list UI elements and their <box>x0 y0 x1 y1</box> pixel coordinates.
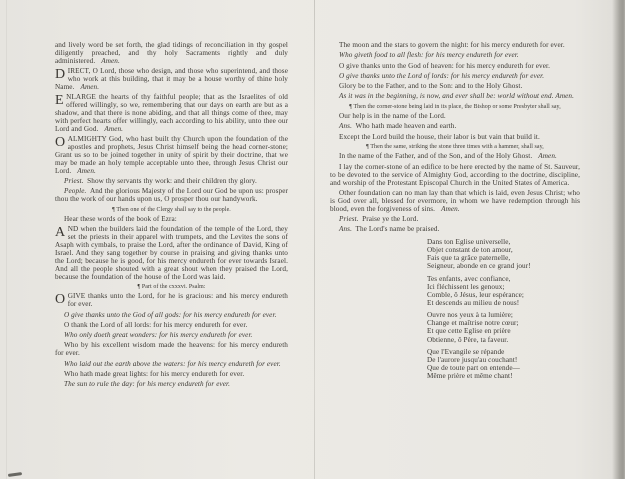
hymn-line: Objet constant de ton amour, <box>427 246 513 255</box>
psalm-text: GIVE thanks unto the Lord, for he is gracious: and his mercy endureth for ever. <box>67 292 288 309</box>
speaker-label: Priest. <box>64 177 84 186</box>
hymn-line: Ici fléchissent les genoux; <box>427 282 505 291</box>
page-right-edge-shadow <box>612 0 625 479</box>
hymn-line: De l'aurore jusqu'au couchant! <box>427 355 518 364</box>
versicle-answer <box>330 123 580 131</box>
psalm-verse: Who laid out the earth above the waters: for his mercy endureth for ever. <box>64 359 281 368</box>
psalm-verse: O thank the Lord of all lords: for his mercy endureth for ever. <box>64 320 248 329</box>
left-page <box>55 42 288 392</box>
hymn-line: Tes enfants, avec confiance, <box>427 274 511 283</box>
rubric-hammer: ¶ Then the same, striking the stone three times with a hammer, shall say, <box>366 144 544 151</box>
hymn-line: Et que cette Eglise en prière <box>427 327 511 336</box>
paragraph-laying-declaration: I lay the corner-stone of an edifice to be here erected by the name of St. Sauveur, to be devoted to the service of Almighty God, according to the doctrine, discipline, and worship of the Protestant Episcopal Church in the United States of America. <box>330 162 580 187</box>
hymn-line: Seigneur, abonde en ce grand jour! <box>427 262 531 271</box>
psalm-verse: Who giveth food to all flesh: for his mercy endureth for ever. <box>339 51 519 60</box>
versicle-praised <box>330 226 580 234</box>
paragraph-text: In the name of the Father, and of the Son, and of the Holy Ghost. <box>339 152 533 161</box>
speaker-label: Ans. <box>339 122 352 131</box>
hymn-stanza <box>427 348 580 380</box>
hymn-line: Dans ton Eglise universelle, <box>427 238 511 247</box>
psalm-verse: Glory be to the Father, and to the Son: and to the Holy Ghost. <box>339 82 523 91</box>
hymn-line: Que l'Evangile se répande <box>427 347 505 356</box>
speaker-label: Priest. <box>339 214 359 223</box>
psalm-verse: O give thanks unto the God of all gods: for his mercy endureth for ever. <box>64 310 277 319</box>
hymn-line: Ouvre nos yeux à ta lumière; <box>427 311 514 320</box>
rubric-cornerstone: ¶ Then the corner-stone being laid in its place, the Bishop or some Presbyter shall say, <box>349 103 561 110</box>
dropcap-initial: O <box>55 135 66 151</box>
psalm-verse: O give thanks unto the Lord of lords: for his mercy endureth for ever. <box>339 71 545 80</box>
lesson-text: ND when the builders laid the foundation of the temple of the Lord, they set the priests in their apparel with trumpets, and the Levites the sons of Asaph with cymbals, to praise the Lord, after the ordinance of David, King of Israel. And they sang together by course in praising and giving thanks unto the Lord; because he is good, for his mercy endureth for ever towards Israel. And all the people shouted with a great shout when they praised the Lord, because the foundation of the house of the Lord was laid. <box>55 225 288 281</box>
dropcap-initial: E <box>55 93 64 109</box>
prayer-enlarge <box>55 94 288 134</box>
paragraph-other-foundation <box>330 190 580 214</box>
versicle-text: And the glorious Majesty of the Lord our God be upon us: prosper thou the work of our hands upon us, O prosper thou our handywork. <box>55 187 288 204</box>
speaker-label: People. <box>64 187 87 196</box>
french-hymn <box>427 238 580 380</box>
speaker-label: Ans. <box>339 225 352 234</box>
psalm-verse: The sun to rule the day: for his mercy endureth for ever. <box>64 380 231 389</box>
rubric-psalm: ¶ Part of the cxxxvi. Psalm: <box>137 283 206 290</box>
versicle-priest <box>55 178 288 186</box>
versicle-help: Our help is in the name of the Lord. <box>339 112 446 121</box>
amen-response: Amen. <box>538 152 557 161</box>
page-left-edge-line <box>6 0 7 479</box>
prayer-direct <box>55 68 288 92</box>
versicle-text: Praise ye the Lord. <box>362 214 419 223</box>
psalm-verse: O give thanks unto the God of heaven: for his mercy endureth for ever. <box>339 61 550 70</box>
amen-response: Amen. <box>101 56 120 65</box>
dropcap-initial: O <box>55 292 66 308</box>
versicle-text: Who hath made heaven and earth. <box>355 122 457 131</box>
versicle-praise <box>330 216 580 224</box>
amen-response: Amen. <box>77 166 96 175</box>
psalm-verse: As it was in the beginning, is now, and ever shall be: world without end. Amen. <box>339 92 575 101</box>
hymn-line: Change et maîtrise notre cœur; <box>427 319 519 328</box>
versicle-text: The Lord's name be praised. <box>355 225 440 234</box>
paragraph-text: and lively word be set forth, the glad tidings of reconciliation in thy gospel diligently preached, and thy holy Sacraments rightly and duly administered. <box>55 41 288 65</box>
amen-response: Amen. <box>104 124 124 133</box>
ink-speck <box>8 472 22 477</box>
psalm-verse: The moon and the stars to govern the night: for his mercy endureth for ever. <box>339 41 565 49</box>
hymn-line: Même prière et même chant! <box>427 372 513 381</box>
hymn-line: Fais que ta grâce paternelle, <box>427 254 511 263</box>
versicle-text: Show thy servants thy work: and their children thy glory. <box>87 177 257 186</box>
paragraph-in-the-name <box>330 153 580 161</box>
hymn-stanza <box>427 275 580 307</box>
versicle-except: Except the Lord build the house, their labor is but vain that build it. <box>339 132 540 141</box>
amen-response: Amen. <box>441 204 460 213</box>
versicle-people <box>55 188 288 204</box>
psalm-verse: Who hath made great lights: for his mercy endureth for ever. <box>64 369 245 378</box>
ezra-heading: Hear these words of the book of Ezra: <box>64 214 177 223</box>
prayer-text: IRECT, O Lord, those who design, and those who superintend, and those who work at this building, that it may be a house worthy of thine holy Name. <box>55 67 288 91</box>
hymn-stanza <box>427 238 580 270</box>
psalm-opening <box>55 293 288 309</box>
lesson-ezra <box>55 226 288 281</box>
hymn-line: Que de toute part on entende— <box>427 364 520 373</box>
dropcap-initial: D <box>55 67 66 83</box>
right-page <box>330 42 580 384</box>
paragraph-text: Other foundation can no man lay than that which is laid, even Jesus Christ; who is God over all, blessed for evermore, in whom we have redemption through his blood, even the forgiveness of sins. <box>330 188 580 213</box>
dropcap-initial: A <box>55 225 66 241</box>
amen-response: Amen. <box>80 82 100 91</box>
prayer-text: ALMIGHTY God, who hast built thy Church upon the foundation of the apostles and prophets, Jesus Christ himself being the head corner-stone; Grant us so to be joined together in unity of spirit by their doctrine, that we may be made an holy temple acceptable unto thee, through Jesus Christ our Lord. <box>55 135 288 175</box>
hymn-line: Comble, ô Jésus, leur espérance; <box>427 290 525 299</box>
prayer-almighty <box>55 136 288 176</box>
rubric-clergy: ¶ Then one of the Clergy shall say to the people. <box>112 206 231 213</box>
paragraph-continuation <box>55 42 288 66</box>
psalm-verse: Who by his excellent wisdom made the heavens: for his mercy endureth for ever. <box>55 341 288 358</box>
book-gutter-shadow <box>314 0 315 479</box>
prayer-text: NLARGE the hearts of thy faithful people; that as the Israelites of old offered willingly, so we, remembering that our days on earth are but as a shadow, and that there is none abiding, and that all things come of thee, may with perfect hearts offer willingly, each according to his ability, unto thee our Lord and God. <box>55 93 288 133</box>
hymn-line: Obtienne, ô Père, ta faveur. <box>427 335 509 344</box>
hymn-line: Et descends au milieu de nous! <box>427 299 520 308</box>
psalm-verse: Who only doeth great wonders: for his mercy endureth for ever. <box>64 331 253 340</box>
hymn-stanza <box>427 311 580 343</box>
